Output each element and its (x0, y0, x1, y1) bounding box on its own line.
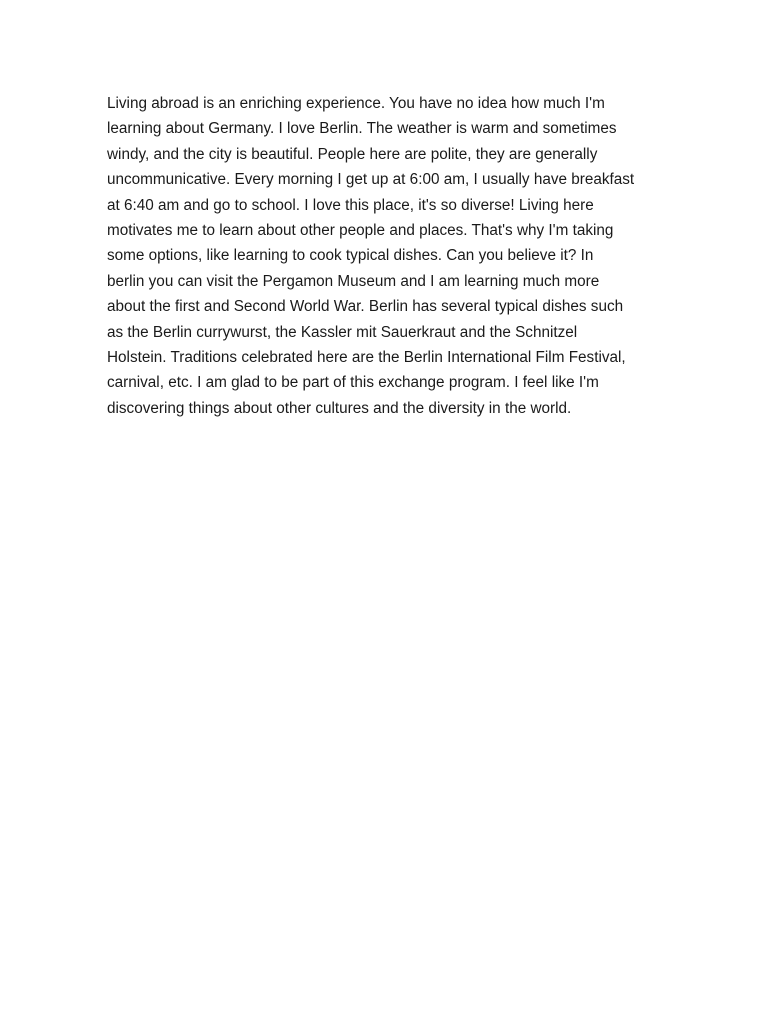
paragraph-line: some options, like learning to cook typical dishes. Can you believe it? In (107, 247, 594, 265)
paragraph-line: motivates me to learn about other people and places. That's why I'm taking (107, 222, 614, 240)
paragraph-line: carnival, etc. I am glad to be part of this exchange program. I feel like I'm (107, 374, 599, 392)
paragraph-line: windy, and the city is beautiful. People here are polite, they are generally (107, 145, 598, 163)
paragraph-line: about the first and Second World War. Berlin has several typical dishes such (107, 298, 624, 316)
body-paragraph (107, 91, 667, 421)
paragraph-line: discovering things about other cultures and the diversity in the world. (107, 399, 572, 417)
paragraph-line: at 6:40 am and go to school. I love this place, it's so diverse! Living here (107, 196, 594, 214)
paragraph-line: learning about Germany. I love Berlin. The weather is warm and sometimes (107, 120, 617, 138)
paragraph-line: berlin you can visit the Pergamon Museum and I am learning much more (107, 272, 600, 290)
paragraph-line: as the Berlin currywurst, the Kassler mit Sauerkraut and the Schnitzel (107, 323, 578, 341)
paragraph-line: Holstein. Traditions celebrated here are the Berlin International Film Festival, (107, 349, 626, 367)
paragraph-line: uncommunicative. Every morning I get up at 6:00 am, I usually have breakfast (107, 171, 635, 189)
paragraph-line: Living abroad is an enriching experience. You have no idea how much I'm (107, 95, 605, 112)
